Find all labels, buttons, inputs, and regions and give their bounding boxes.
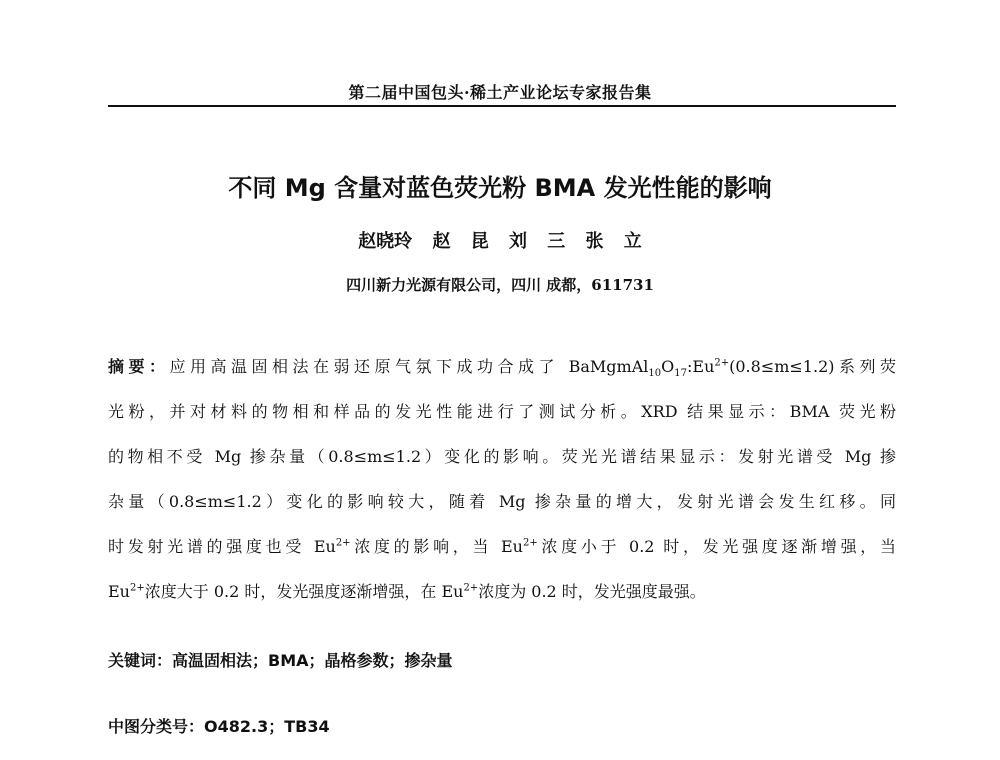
- authors: 赵晓玲 赵 昆 刘 三 张 立: [358, 231, 642, 252]
- running-header: 第二届中国包头·稀土产业论坛专家报告集: [348, 83, 652, 102]
- abstract-line-4: 杂量（0.8≤m≤1.2）变化的影响较大，随着 Mg 掺杂量的增大，发射光谱会发生红移。同: [108, 492, 896, 511]
- abstract-text: 应用高温固相法在弱还原气氛下成功合成了 BaMgmAl: [169, 357, 649, 376]
- superscript: 2+: [522, 537, 538, 549]
- superscript: 2+: [463, 582, 479, 594]
- abstract-text: :Eu: [687, 357, 715, 376]
- keywords: 关键词：高温固相法；BMA；晶格参数；掺杂量: [108, 651, 453, 670]
- superscript: 2+: [714, 357, 730, 369]
- abstract-text: 浓度为 0.2 时，发光强度最强。: [478, 582, 706, 601]
- subscript: 17: [674, 368, 687, 380]
- affiliation: 四川新力光源有限公司，四川 成都，611731: [346, 276, 654, 294]
- abstract-text: 时发射光谱的强度也受 Eu: [108, 537, 336, 556]
- abstract-text: 浓度小于 0.2 时，发光强度逐渐增强，当: [537, 537, 896, 556]
- abstract-text: (0.8≤m≤1.2)系列荧: [729, 357, 896, 376]
- classification-number: 中图分类号：O482.3；TB34: [108, 717, 330, 736]
- abstract-line-3: 的物相不受 Mg 掺杂量（0.8≤m≤1.2）变化的影响。荧光光谱结果显示：发射光谱受 Mg 掺: [108, 447, 896, 466]
- header-rule: [108, 105, 896, 107]
- subscript: 10: [648, 368, 662, 380]
- abstract-line-1: [108, 344, 896, 389]
- abstract-text: 浓度的影响，当 Eu: [350, 537, 523, 556]
- paper-title: 不同 Mg 含量对蓝色荧光粉 BMA 发光性能的影响: [228, 174, 772, 202]
- abstract-text: O: [661, 357, 675, 376]
- abstract-line-6: [108, 569, 896, 614]
- abstract-text: Eu: [108, 582, 130, 601]
- abstract-line-5: [108, 524, 896, 569]
- abstract-line-2: 光粉，并对材料的物相和样品的发光性能进行了测试分析。XRD 结果显示：BMA 荧光粉: [108, 402, 896, 421]
- abstract: [108, 344, 896, 614]
- abstract-text: 浓度大于 0.2 时，发光强度逐渐增强，在 Eu: [144, 582, 464, 601]
- superscript: 2+: [335, 537, 351, 549]
- superscript: 2+: [129, 582, 145, 594]
- abstract-label: 摘要：: [108, 357, 170, 376]
